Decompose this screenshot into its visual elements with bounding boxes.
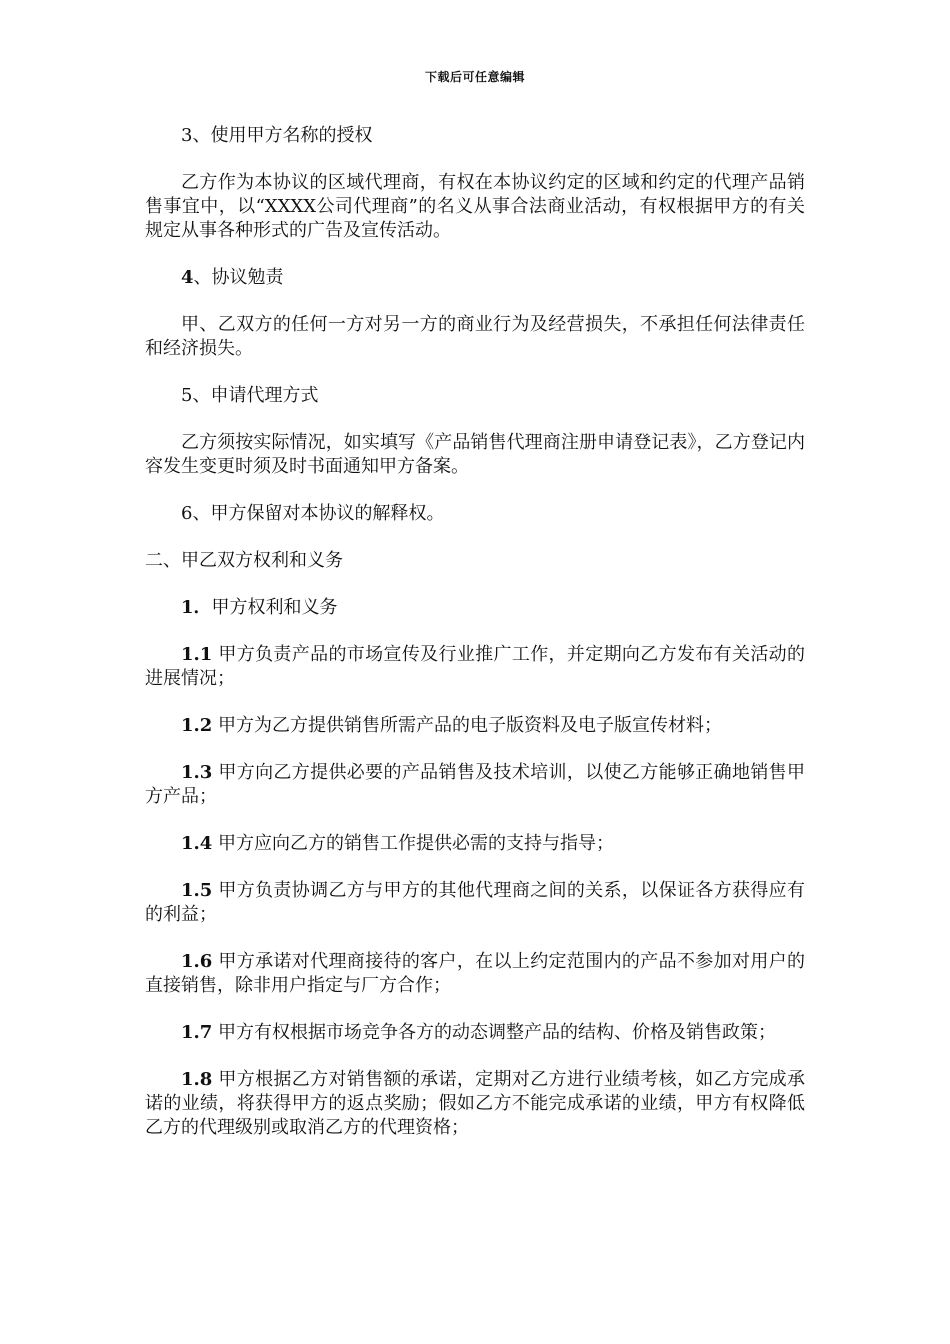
section-heading [145, 124, 805, 148]
paragraph [145, 714, 805, 738]
section-heading [145, 502, 805, 526]
paragraph [145, 643, 805, 691]
clause-number: 1.3 [181, 762, 213, 783]
paragraph-text: 二、甲乙双方权利和义务 [145, 550, 343, 571]
paragraph [145, 832, 805, 856]
paragraph-text: 甲方权利和义务 [211, 597, 338, 618]
paragraph-text: 乙方作为本协议的区域代理商，有权在本协议约定的区域和约定的代理产品销售事宜中，以“XXXX公司代理商”的名义从事合法商业活动，有权根据甲方的有关规定从事各种形式的广告及宣传活动。 [145, 172, 805, 241]
paragraph [145, 313, 805, 361]
paragraph [145, 761, 805, 809]
paragraph-text: 甲方负责协调乙方与甲方的其他代理商之间的关系，以保证各方获得应有的利益； [145, 880, 805, 925]
section-heading [145, 266, 805, 290]
paragraph-text: 甲方负责产品的市场宣传及行业推广工作，并定期向乙方发布有关活动的进展情况； [145, 644, 805, 689]
paragraph [145, 171, 805, 243]
paragraph [145, 879, 805, 927]
clause-number: 1.7 [181, 1022, 213, 1043]
section-heading [145, 549, 805, 573]
clause-number: 1． [181, 597, 212, 618]
paragraph-text: 甲、乙双方的任何一方对另一方的商业行为及经营损失，不承担任何法律责任和经济损失。 [145, 314, 805, 359]
header-note: 下载后可任意编辑 [424, 70, 525, 84]
paragraph-text: 乙方须按实际情况，如实填写《产品销售代理商注册申请登记表》，乙方登记内容发生变更时须及时书面通知甲方备案。 [145, 432, 805, 477]
paragraph [145, 1068, 805, 1140]
paragraph [145, 1021, 805, 1045]
clause-number: 1.4 [181, 833, 213, 854]
clause-number: 4 [181, 267, 194, 288]
paragraph-text: 甲方应向乙方的销售工作提供必需的支持与指导； [212, 833, 615, 854]
paragraph [145, 431, 805, 479]
paragraph-text: 6、甲方保留对本协议的解释权。 [181, 503, 445, 524]
clause-number: 1.2 [181, 715, 213, 736]
section-heading [145, 596, 805, 620]
clause-number: 1.8 [181, 1069, 213, 1090]
clause-number: 1.6 [181, 951, 213, 972]
paragraph-text: 甲方为乙方提供销售所需产品的电子版资料及电子版宣传材料； [212, 715, 723, 736]
section-heading [145, 384, 805, 408]
clause-number: 1.5 [181, 880, 213, 901]
clause-number: 1.1 [181, 644, 213, 665]
paragraph-text: 、协议勉责 [193, 267, 284, 288]
paragraph-text: 甲方根据乙方对销售额的承诺，定期对乙方进行业绩考核，如乙方完成承诺的业绩，将获得甲方的返点奖励；假如乙方不能完成承诺的业绩，甲方有权降低乙方的代理级别或取消乙方的代理资格； [145, 1069, 805, 1138]
paragraph-text: 5、申请代理方式 [181, 385, 319, 406]
document-body [145, 124, 805, 1163]
paragraph-text: 3、使用甲方名称的授权 [181, 125, 373, 146]
paragraph [145, 950, 805, 998]
paragraph-text: 甲方有权根据市场竞争各方的动态调整产品的结构、价格及销售政策； [212, 1022, 777, 1043]
paragraph-text: 甲方承诺对代理商接待的客户，在以上约定范围内的产品不参加对用户的直接销售，除非用户指定与厂方合作； [145, 951, 805, 996]
paragraph-text: 甲方向乙方提供必要的产品销售及技术培训，以使乙方能够正确地销售甲方产品； [145, 762, 805, 807]
